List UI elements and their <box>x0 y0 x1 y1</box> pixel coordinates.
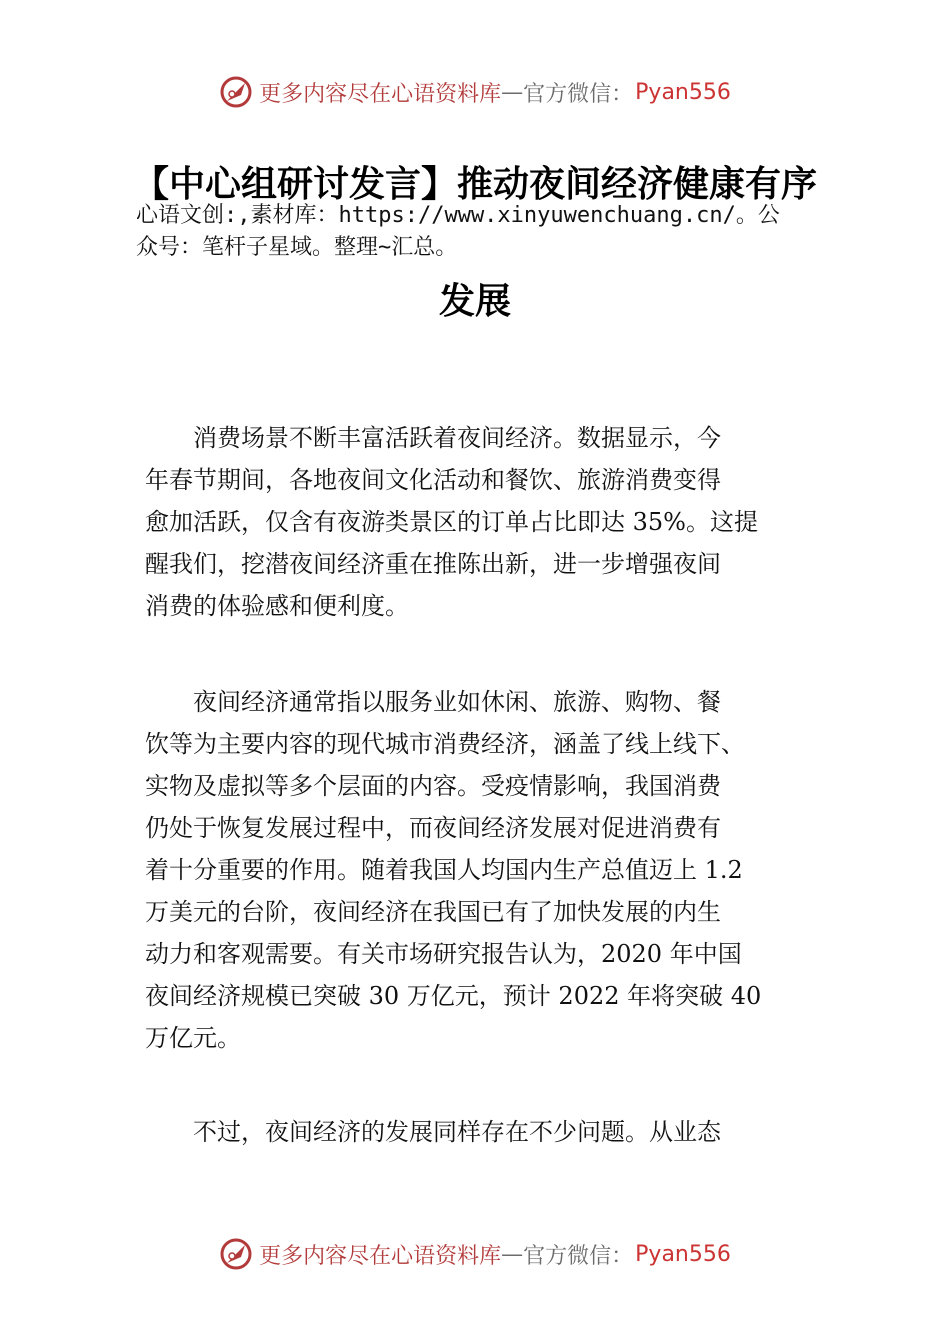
paragraph-2-line: 着十分重要的作用。随着我国人均国内生产总值迈上 1.2 <box>145 856 743 884</box>
banner-wechat-label: 官方微信： <box>523 1243 634 1269</box>
paragraph-1-line: 愈加活跃，仅含有夜游类景区的订单占比即达 35%。这提 <box>145 508 758 536</box>
banner-text: 更多内容尽在心语资料库 <box>259 81 502 107</box>
source-line: 心语文创:,素材库：https://www.xinyuwenchuang.cn/。公 <box>136 203 780 228</box>
paragraph-1-line: 年春节期间，各地夜间文化活动和餐饮、旅游消费变得 <box>145 466 721 494</box>
paragraph-2-line: 夜间经济通常指以服务业如休闲、旅游、购物、餐 <box>145 688 721 716</box>
paragraph-3-line: 不过，夜间经济的发展同样存在不少问题。从业态 <box>145 1118 721 1146</box>
quill-seal-icon <box>219 1237 253 1271</box>
paragraph-2-line: 夜间经济规模已突破 30 万亿元，预计 2022 年将突破 40 <box>145 982 762 1010</box>
banner-text: 更多内容尽在心语资料库 <box>259 1243 502 1269</box>
paragraph-2-line: 饮等为主要内容的现代城市消费经济，涵盖了线上线下、 <box>145 730 745 758</box>
banner-dash: — <box>501 1241 524 1267</box>
paragraph-2-line: 动力和客观需要。有关市场研究报告认为，2020 年中国 <box>145 940 742 968</box>
banner-wechat-id: Pyan556 <box>635 1241 731 1267</box>
banner-dash: — <box>501 79 524 105</box>
source-note <box>136 200 856 264</box>
quill-seal-icon <box>219 75 253 109</box>
header-banner <box>0 72 950 112</box>
document-title-continued: 发展 <box>438 281 511 322</box>
paragraph-2-line: 万美元的台阶，夜间经济在我国已有了加快发展的内生 <box>145 898 721 926</box>
banner-wechat-id: Pyan556 <box>635 79 731 105</box>
paragraph-2-line: 仍处于恢复发展过程中，而夜间经济发展对促进消费有 <box>145 814 721 842</box>
paragraph-1-line: 消费的体验感和便利度。 <box>145 592 409 620</box>
banner-wechat-label: 官方微信： <box>523 81 634 107</box>
paragraph-2-line: 万亿元。 <box>145 1024 241 1052</box>
paragraph-1-line: 消费场景不断丰富活跃着夜间经济。数据显示，今 <box>145 424 721 452</box>
source-line: 众号：笔杆子星域。整理~汇总。 <box>136 235 458 260</box>
document-title: 【中心组研讨发言】推动夜间经济健康有序 <box>132 164 817 205</box>
paragraph-2-line: 实物及虚拟等多个层面的内容。受疫情影响，我国消费 <box>145 772 721 800</box>
footer-banner <box>0 1234 950 1274</box>
paragraph-1-line: 醒我们，挖潜夜间经济重在推陈出新，进一步增强夜间 <box>145 550 721 578</box>
